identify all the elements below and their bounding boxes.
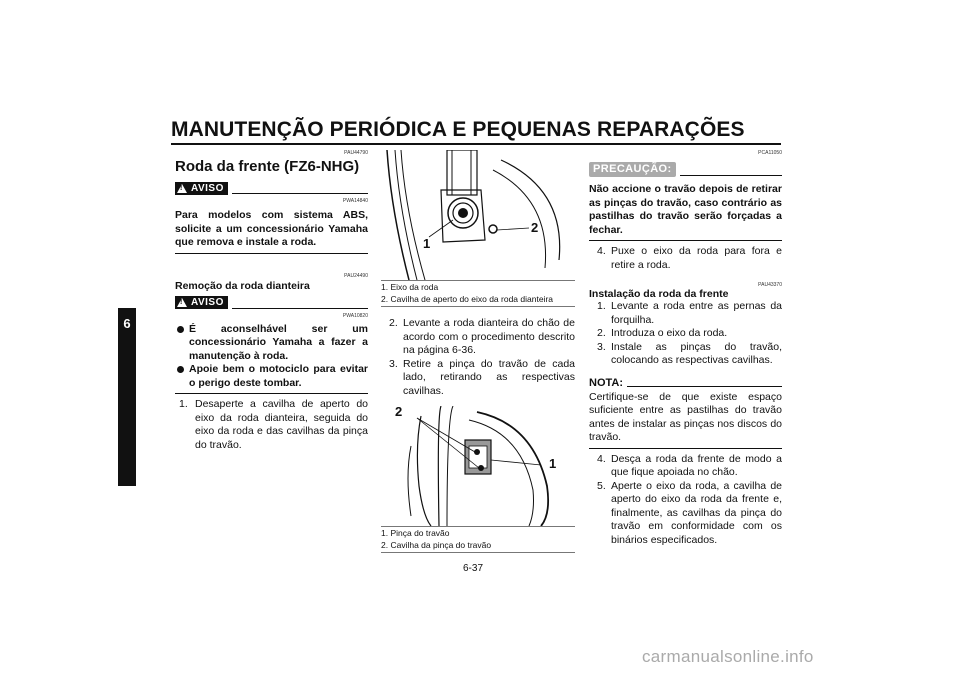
warning-badge bbox=[175, 182, 228, 195]
caption-rule bbox=[381, 306, 575, 307]
step-number: 2. bbox=[597, 327, 606, 339]
step-item bbox=[381, 317, 575, 358]
callout-1: 1 bbox=[549, 456, 557, 471]
caution-code: PCA11050 bbox=[758, 150, 782, 156]
caption-rule bbox=[381, 526, 575, 527]
step-item bbox=[589, 245, 782, 272]
warning-rule bbox=[232, 308, 368, 309]
column-3 bbox=[589, 150, 782, 547]
caution-text: Não accione o travão depois de retirar as pinças do travão, caso contrário as pastilhas do travão serão forçadas a fechar. bbox=[589, 183, 782, 236]
step-item bbox=[589, 453, 782, 480]
step-text: Levante a roda entre as pernas da forquilha. bbox=[611, 300, 782, 326]
caution-badge: PRECAUÇÃO: bbox=[589, 162, 676, 177]
caution-header bbox=[589, 161, 782, 177]
note-end-rule bbox=[589, 448, 782, 449]
caption-1: 1. Pinça do travão bbox=[381, 528, 450, 538]
bullet-icon bbox=[177, 326, 184, 333]
subsection-code: PAU24490 bbox=[344, 272, 368, 279]
page-title: MANUTENÇÃO PERIÓDICA E PEQUENAS REPARAÇÕES bbox=[171, 118, 745, 141]
note-label: NOTA: bbox=[589, 376, 624, 389]
warning-header bbox=[175, 296, 368, 310]
subsection-code: PAU43370 bbox=[758, 282, 782, 288]
step-text: Aperte o eixo da roda, a cavilha de aperto do eixo da roda da frente e, finalmente, as cavilhas da pinça do travão em conformidade com os binários especificados. bbox=[611, 479, 782, 546]
step-number: 4. bbox=[597, 245, 606, 257]
bullet-icon bbox=[177, 366, 184, 373]
warning-end-rule bbox=[175, 393, 368, 394]
warning-end-rule bbox=[175, 253, 368, 254]
step-number: 4. bbox=[597, 452, 606, 465]
warning-label: AVISO bbox=[191, 182, 224, 194]
callout-2: 2 bbox=[531, 220, 539, 235]
warning-code: PWA14840 bbox=[342, 198, 368, 204]
caption-rule bbox=[381, 280, 575, 281]
column-2 bbox=[381, 150, 575, 553]
step-item bbox=[589, 327, 782, 341]
chapter-tab bbox=[118, 308, 136, 486]
caption-rule bbox=[381, 552, 575, 553]
step-text: Puxe o eixo da roda para fora e retire a roda. bbox=[611, 245, 782, 271]
section-code: PAU44790 bbox=[344, 150, 368, 156]
title-rule bbox=[171, 143, 781, 145]
step-text: Introduza o eixo da roda. bbox=[611, 327, 728, 339]
figure-brake-caliper bbox=[381, 406, 575, 526]
bullet-text: É aconselhável ser um concessionário Yamaha a fazer a manutenção à roda. bbox=[189, 322, 368, 362]
subsection-heading: Remoção da roda dianteira bbox=[175, 279, 310, 292]
step-text: Retire a pinça do travão de cada lado, retirando as respectivas cavilhas. bbox=[403, 357, 575, 397]
step-number: 3. bbox=[597, 340, 606, 353]
wheel-axle-illustration bbox=[381, 150, 575, 280]
step-item bbox=[589, 300, 782, 327]
step-text: Desaperte a cavilha de aperto do eixo da roda dianteira, seguida do eixo da roda e das cavilhas da pinça do travão. bbox=[195, 398, 368, 451]
caption-2: 2. Cavilha da pinça do travão bbox=[381, 539, 492, 550]
step-item bbox=[175, 398, 368, 452]
callout-2: 2 bbox=[395, 406, 403, 419]
caution-rule bbox=[680, 175, 782, 176]
bullet-text: Apoie bem o motociclo para evitar o perigo deste tombar. bbox=[189, 363, 368, 389]
step-number: 1. bbox=[179, 398, 188, 410]
step-text: Levante a roda dianteira do chão de acordo com o procedimento descrito na página 6-36. bbox=[403, 317, 575, 356]
brake-caliper-illustration bbox=[381, 406, 575, 526]
warning-badge bbox=[175, 296, 228, 309]
step-text: Desça a roda da frente de modo a que fique apoiada no chão. bbox=[611, 452, 782, 478]
warning-bullet bbox=[175, 363, 368, 390]
step-number: 5. bbox=[597, 479, 606, 492]
step-number: 1. bbox=[597, 300, 606, 312]
warning-triangle-icon bbox=[177, 184, 187, 193]
step-text: Instale as pinças do travão, colocando as respectivas cavilhas. bbox=[611, 340, 782, 366]
warning-rule bbox=[232, 193, 368, 194]
subsection-heading: Instalação da roda da frente bbox=[589, 288, 729, 300]
warning-bullet bbox=[175, 323, 368, 364]
step-item bbox=[381, 358, 575, 399]
step-item bbox=[589, 480, 782, 548]
page-number: 6-37 bbox=[463, 563, 484, 574]
caption-1: 1. Eixo da roda bbox=[381, 282, 439, 292]
watermark-link[interactable]: carmanualsonline.info bbox=[642, 647, 814, 666]
warning-code: PWA10820 bbox=[342, 312, 368, 319]
caption-2: 2. Cavilha de aperto do eixo da roda dianteira bbox=[381, 293, 554, 304]
note-header bbox=[589, 376, 782, 389]
caution-end-rule bbox=[589, 240, 782, 241]
step-number: 3. bbox=[389, 357, 398, 370]
column-1 bbox=[175, 150, 368, 452]
note-rule bbox=[627, 386, 782, 387]
figure-wheel-axle bbox=[381, 150, 575, 280]
callout-1: 1 bbox=[423, 236, 431, 251]
section-heading: Roda da frente (FZ6-NHG) bbox=[175, 158, 360, 175]
warning-text: Para modelos com sistema ABS, solicite a um concessionário Yamaha que remova e instale a roda. bbox=[175, 209, 368, 248]
warning-header bbox=[175, 181, 368, 195]
step-number: 2. bbox=[389, 317, 398, 329]
warning-label: AVISO bbox=[191, 297, 224, 308]
chapter-number: 6 bbox=[123, 316, 131, 331]
note-text: Certifique-se de que existe espaço suficiente entre as pastilhas do travão antes de instalar as pinças nos discos do travão. bbox=[589, 390, 782, 443]
step-item bbox=[589, 341, 782, 368]
warning-triangle-icon bbox=[177, 298, 187, 307]
